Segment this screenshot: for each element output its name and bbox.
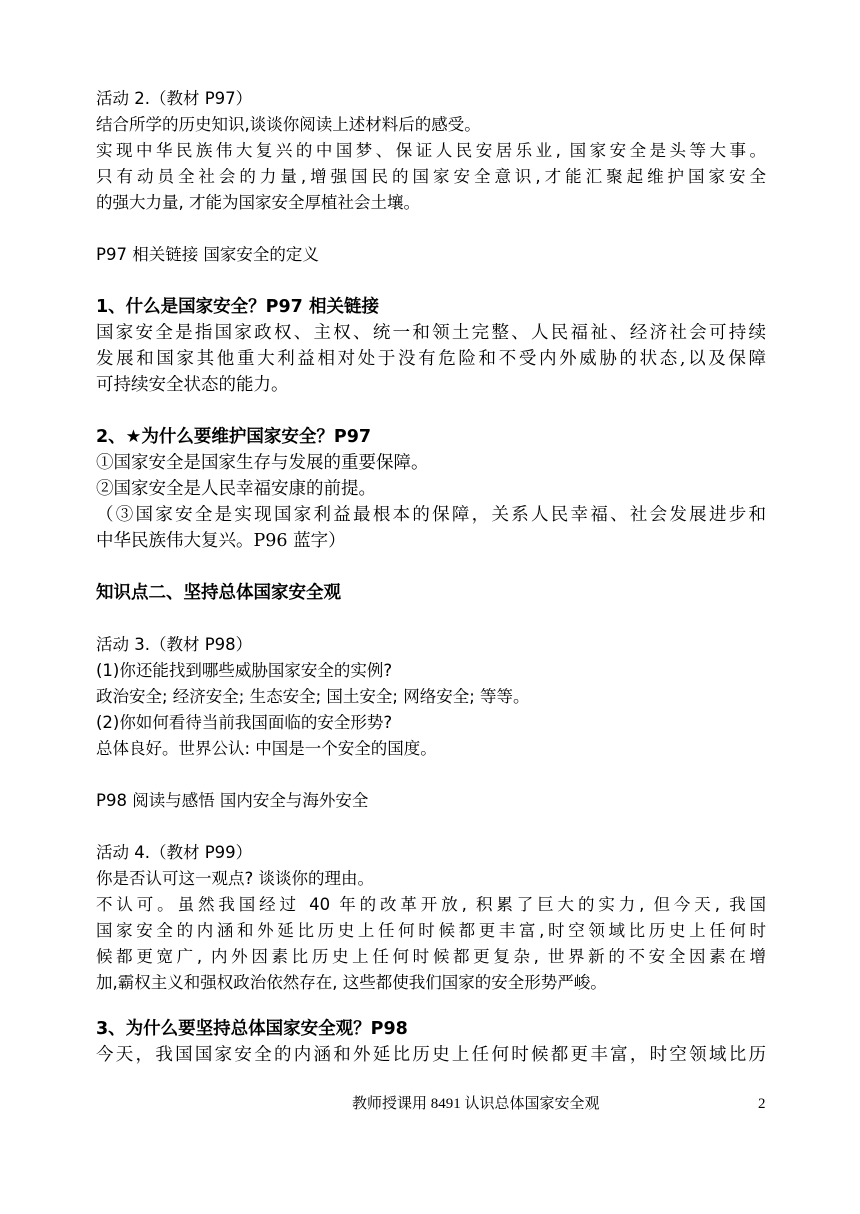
page-footer: 教师授课用 8491 认识总体国家安全观 bbox=[352, 1096, 600, 1112]
text-line: 活动 2.（教材 P97） bbox=[96, 89, 253, 108]
block-spacer bbox=[96, 762, 766, 788]
text-block bbox=[96, 424, 766, 554]
text-line: 你是否认可这一观点? 谈谈你的理由。 bbox=[96, 869, 375, 888]
text-block bbox=[96, 632, 766, 762]
page-number: 2 bbox=[758, 1096, 766, 1112]
text-line: 今天，我国国家安全的内涵和外延比历史上任何时候都更丰富，时空领域比历 bbox=[96, 1045, 766, 1065]
text-line: 国家安全是指国家政权、主权、统一和领土完整、人民福祉、经济社会可持续 bbox=[96, 323, 766, 343]
text-line: 中华民族伟大复兴。P96 蓝字） bbox=[96, 531, 346, 551]
text-line: 结合所学的历史知识,谈谈你阅读上述材料后的感受。 bbox=[96, 115, 481, 134]
block-spacer bbox=[96, 814, 766, 840]
text-line: 总体良好。世界公认: 中国是一个安全的国度。 bbox=[96, 739, 437, 758]
block-spacer bbox=[96, 398, 766, 424]
text-line: （③国家安全是实现国家利益最根本的保障，关系人民幸福、社会发展进步和 bbox=[96, 505, 766, 525]
section-heading: 1、什么是国家安全？P97 相关链接 bbox=[96, 297, 379, 317]
text-line: (1)你还能找到哪些威胁国家安全的实例? bbox=[96, 661, 393, 680]
block-spacer bbox=[96, 216, 766, 242]
section-heading: 知识点二、坚持总体国家安全观 bbox=[96, 583, 341, 603]
text-line: P98 阅读与感悟 国内安全与海外安全 bbox=[96, 791, 369, 810]
text-line: 国家安全的内涵和外延比历史上任何时候都更丰富,时空领域比历史上任何时 bbox=[96, 921, 766, 940]
section-heading: 3、为什么要坚持总体国家安全观？P98 bbox=[96, 1019, 408, 1039]
text-line: ①国家安全是国家生存与发展的重要保障。 bbox=[96, 453, 429, 473]
text-block bbox=[96, 1016, 766, 1068]
text-line: ②国家安全是人民幸福安康的前提。 bbox=[96, 479, 376, 499]
text-line: 只有动员全社会的力量,增强国民的国家安全意识,才能汇聚起维护国家安全 bbox=[96, 167, 766, 186]
text-line: 候都更宽广, 内外因素比历史上任何时候都更复杂, 世界新的不安全因素在增 bbox=[96, 947, 766, 966]
text-line: 实现中华民族伟大复兴的中国梦、保证人民安居乐业, 国家安全是头等大事。 bbox=[96, 141, 766, 160]
text-line: 加,霸权主义和强权政治依然存在, 这些都使我们国家的安全形势严峻。 bbox=[96, 973, 607, 992]
block-spacer bbox=[96, 606, 766, 632]
section-heading: 2、★为什么要维护国家安全？P97 bbox=[96, 427, 372, 447]
text-line: 可持续安全状态的能力。 bbox=[96, 375, 289, 395]
text-block bbox=[96, 294, 766, 398]
text-line: 不认可。虽然我国经过 40 年的改革开放, 积累了巨大的实力, 但今天, 我国 bbox=[96, 895, 766, 914]
text-line: 活动 4.（教材 P99） bbox=[96, 843, 253, 862]
text-block bbox=[96, 840, 766, 996]
text-line: P97 相关链接 国家安全的定义 bbox=[96, 245, 319, 264]
text-block bbox=[96, 788, 766, 814]
block-spacer bbox=[96, 554, 766, 580]
text-line: 活动 3.（教材 P98） bbox=[96, 635, 253, 654]
document-body bbox=[96, 86, 766, 1068]
block-spacer bbox=[96, 996, 766, 1016]
text-line: 发展和国家其他重大利益相对处于没有危险和不受内外威胁的状态,以及保障 bbox=[96, 349, 766, 369]
text-block bbox=[96, 86, 766, 216]
text-line: 的强大力量, 才能为国家安全厚植社会土壤。 bbox=[96, 193, 420, 212]
block-spacer bbox=[96, 268, 766, 294]
text-block bbox=[96, 242, 766, 268]
text-line: (2)你如何看待当前我国面临的安全形势? bbox=[96, 713, 393, 732]
text-block bbox=[96, 580, 766, 606]
text-line: 政治安全; 经济安全; 生态安全; 国土安全; 网络安全; 等等。 bbox=[96, 687, 530, 706]
